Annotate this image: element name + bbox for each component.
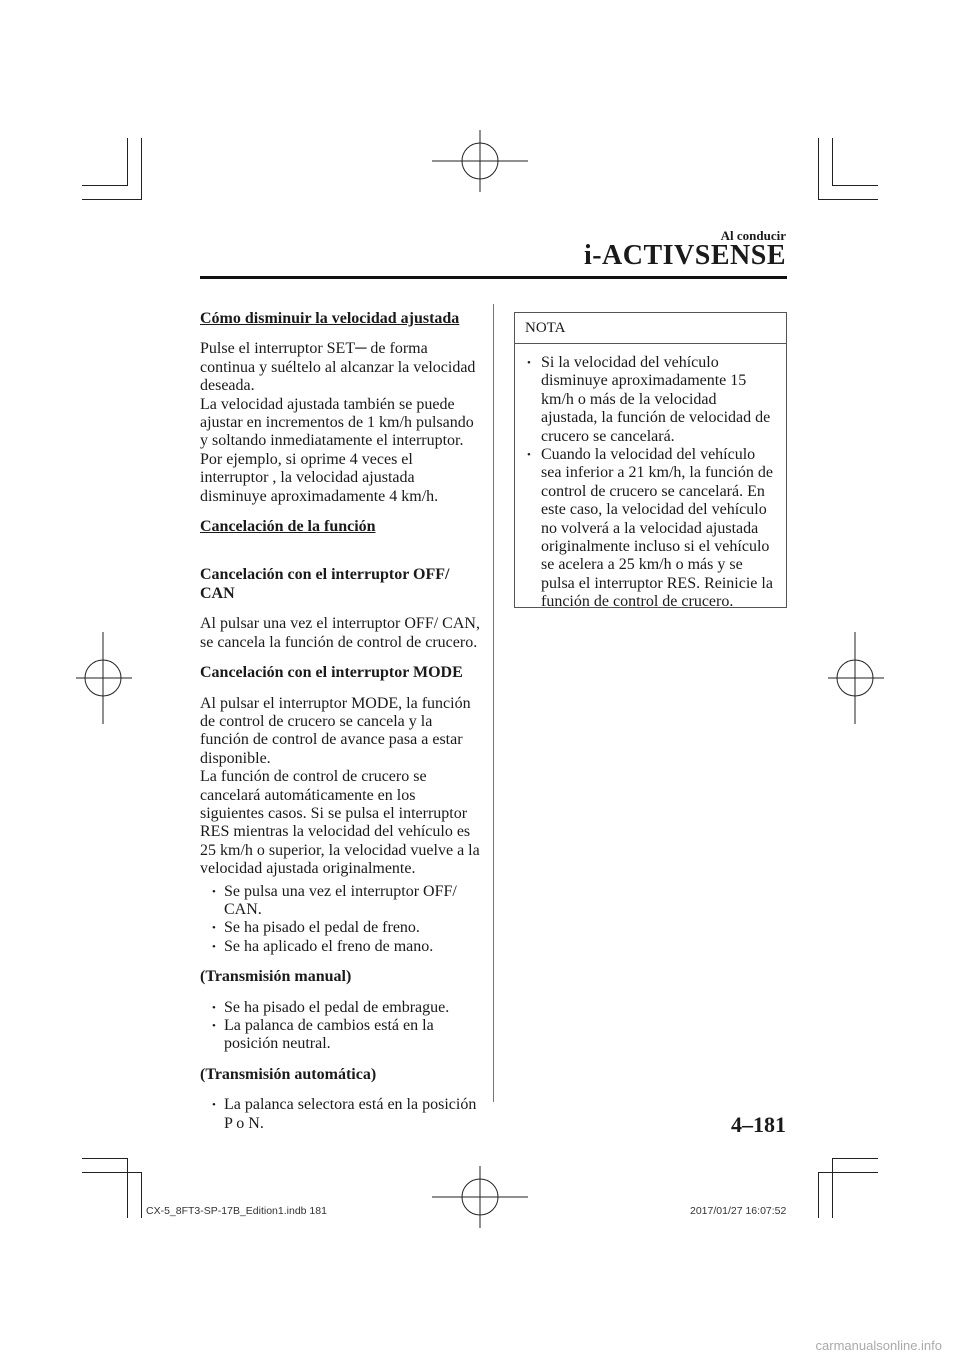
registration-mark-top	[432, 130, 528, 192]
manual-heading: (Transmisión manual)	[200, 968, 352, 986]
mode-heading: Cancelación con el interruptor MODE	[200, 664, 463, 682]
decrease-heading: Cómo disminuir la velocidad ajustada	[200, 310, 460, 327]
header-rule	[200, 276, 787, 279]
list-item: • Se pulsa una vez el interruptor OFF/ CAN.	[212, 883, 480, 920]
note-item: • Si la velocidad del vehículo disminuye aproximadamente 15 km/h o más de la velocidad ajustada, la función de velocidad de crucero se cancelará.	[527, 354, 776, 446]
registration-mark-bottom	[432, 1166, 528, 1228]
offcan-heading: Cancelación con el interruptor OFF/ CAN	[200, 566, 450, 602]
list-item: • Se ha pisado el pedal de embrague.	[212, 999, 480, 1017]
mode-bullet-list	[200, 883, 480, 957]
registration-mark-left	[76, 632, 132, 724]
mode-paragraph-2: La función de control de crucero se cancelará automáticamente en los siguientes casos. Si se pulsa el interruptor RES mientras la velocidad del vehículo es 25 km/h o superior, la velocidad vuelve a la velocidad ajustada originalmente.	[200, 768, 480, 878]
note-item: • Cuando la velocidad del vehículo sea inferior a 21 km/h, la función de control de crucero se cancelará. En este caso, la velocidad del vehículo no volverá a la velocidad ajustada originalmente incluso si el vehículo se acelera a 25 km/h o más y se pulsa el interruptor RES. Reinicie la función de control de crucero.	[527, 446, 776, 612]
auto-heading: (Transmisión automática)	[200, 1065, 377, 1083]
footer-timestamp: 2017/01/27 16:07:52	[690, 1205, 787, 1217]
list-item: • La palanca selectora está en la posición P o N.	[212, 1096, 480, 1133]
offcan-paragraph: Al pulsar una vez el interruptor OFF/ CAN, se cancela la función de control de crucero.	[200, 615, 480, 651]
left-column	[200, 310, 480, 1133]
note-box	[514, 312, 787, 611]
chapter-title: i-ACTIVSENSE	[583, 240, 786, 271]
watermark: carmanualsonline.info	[815, 1338, 942, 1353]
mode-paragraph-1: Al pulsar el interruptor MODE, la función de control de crucero se cancela y la función de control de avance pasa a estar disponible.	[200, 694, 471, 767]
decrease-paragraph-2: La velocidad ajustada también se puede ajustar en incrementos de 1 km/h pulsando y soltando inmediatamente el interruptor. Por ejemplo, si oprime 4 veces el interruptor , la velocidad ajustada disminuye aproximadamente 4 km/h.	[200, 395, 474, 505]
list-item: • Se ha aplicado el freno de mano.	[212, 938, 480, 956]
note-title: NOTA	[515, 313, 786, 344]
registration-mark-right	[828, 632, 884, 724]
decrease-paragraph-1: Pulse el interruptor SET─ de forma continua y suéltelo al alcanzar la velocidad deseada.	[200, 340, 476, 395]
section-label: Al conducir	[720, 228, 786, 243]
cancel-heading: Cancelación de la función	[200, 518, 376, 536]
page-number: 4–181	[731, 1112, 786, 1137]
footer-file: CX-5_8FT3-SP-17B_Edition1.indb 181	[146, 1205, 327, 1217]
list-item: • La palanca de cambios está en la posición neutral.	[212, 1017, 480, 1054]
manual-bullet-list	[200, 999, 480, 1054]
list-item: • Se ha pisado el pedal de freno.	[212, 919, 480, 937]
column-divider	[493, 304, 494, 1102]
note-body	[515, 344, 786, 612]
auto-bullet-list	[200, 1096, 480, 1133]
